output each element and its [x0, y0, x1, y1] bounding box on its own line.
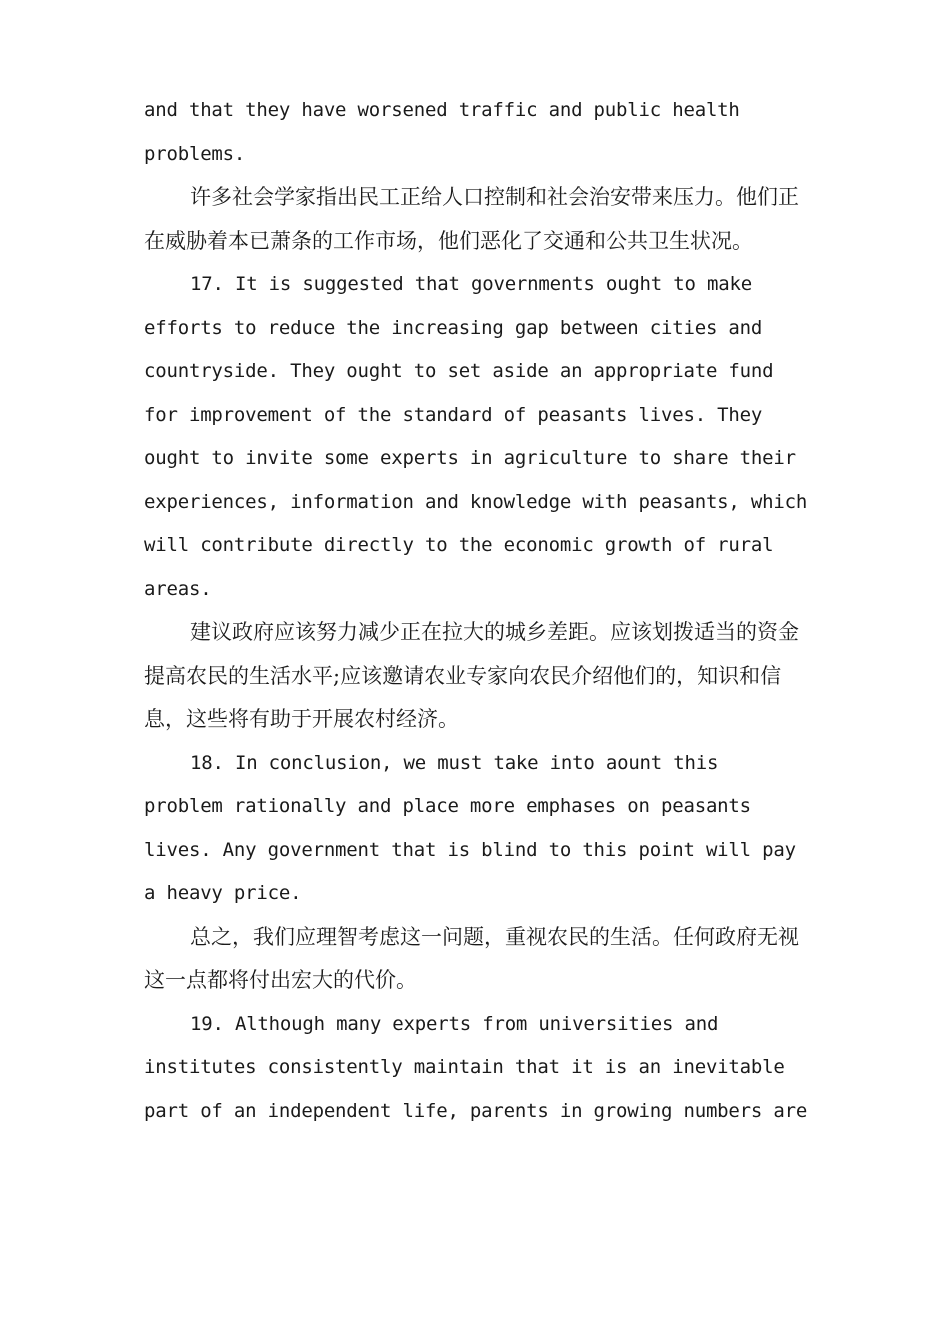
paragraph-16-english-tail: and that they have worsened traffic and public health problems.: [144, 99, 740, 165]
paragraph-17-chinese: 建议政府应该努力减少正在拉大的城乡差距。应该划拨适当的资金提高农民的生活水平;应该邀请农业专家向农民介绍他们的，知识和信息，这些将有助于开展农村经济。: [144, 620, 799, 731]
paragraph-18-chinese: 总之，我们应理智考虑这一问题，重视农民的生活。任何政府无视这一点都将付出宏大的代价。: [144, 924, 799, 992]
paragraph-18-english: 18. In conclusion, we must take into aount this problem rationally and place more emphases on peasants lives. Any government that is blind to this point will pay a heavy price.: [144, 751, 796, 904]
document-page: [144, 89, 808, 1133]
paragraph-16-chinese: 许多社会学家指出民工正给人口控制和社会治安带来压力。他们正在威胁着本已萧条的工作市场，他们恶化了交通和公共卫生状况。: [144, 185, 799, 253]
paragraph-19-english: 19. Although many experts from universities and institutes consistently maintain that it is an inevitable part of an independent life, parents in growing numbers are: [144, 1012, 808, 1122]
paragraph-17-english: 17. It is suggested that governments ought to make efforts to reduce the increasing gap between cities and countryside. They ought to set aside an appropriate fund for improvement of the standard of peasants lives. They ought to invite some experts in agriculture to share their experiences, information and knowledge with peasants, which will contribute directly to the economic growth of rural areas.: [144, 273, 808, 600]
